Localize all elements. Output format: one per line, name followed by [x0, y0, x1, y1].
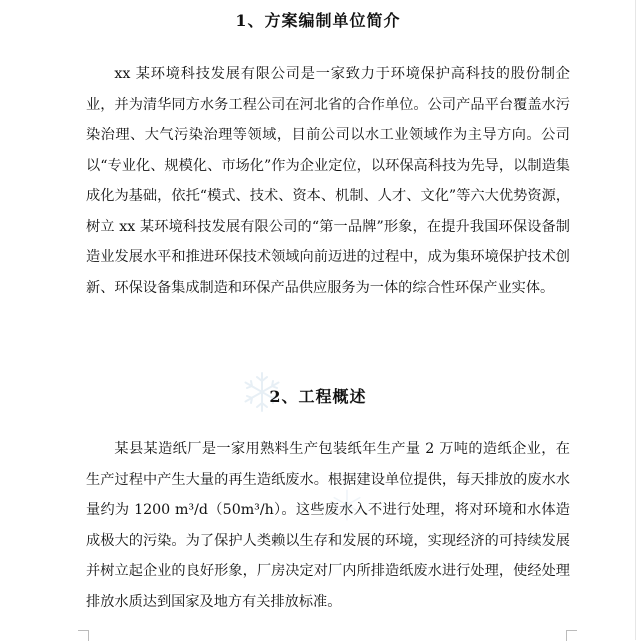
snowflake-watermark-icon-2 [330, 488, 364, 522]
section-1-heading: 1、方案编制单位简介 [235, 11, 401, 30]
crop-mark-left [78, 630, 89, 641]
section-1-paragraph: xx 某环境科技发展有限公司是一家致力于环境保护高科技的股份制企业，并为清华同方水务工程公司在河北省的合作单位。公司产品平台覆盖水污染治理、大气污染治理等领域，目前公司以水工业领域作为主导方向。公司以“专业化、规模化、市场化”作为企业定位，以环保高科技为先导，以制造集成化为基础，依托“模式、技术、资本、机制、人才、文化”等六大优势资源，树立 xx 某环境科技发展有限公司的“第一品牌”形象，在提升我国环保设备制造业发展水平和推进环保技术领域向前迈进的过程中，成为集环境保护技术创新、环保设备集成制造和环保产品供应服务为一体的综合性环保产业实体。 [86, 66, 570, 296]
section-2-heading: 2、工程概述 [269, 387, 367, 406]
crop-mark-right [566, 630, 577, 641]
section-2-paragraph: 某县某造纸厂是一家用熟料生产包装纸年生产量 2 万吨的造纸企业，在生产过程中产生大量的再生造纸废水。根据建设单位提供，每天排放的废水水量约为 1200 m³/d（50m³/h）。这些废水入不进行处理，将对环境和水体造成极大的污染。为了保护人类赖以生存和发展的环境，实现经济的可持续发展并树立起企业的良好形象，厂房决定对厂内所排造纸废水进行处理，使经处理排放水质达到国家及地方有关排放标准。 [86, 441, 570, 610]
